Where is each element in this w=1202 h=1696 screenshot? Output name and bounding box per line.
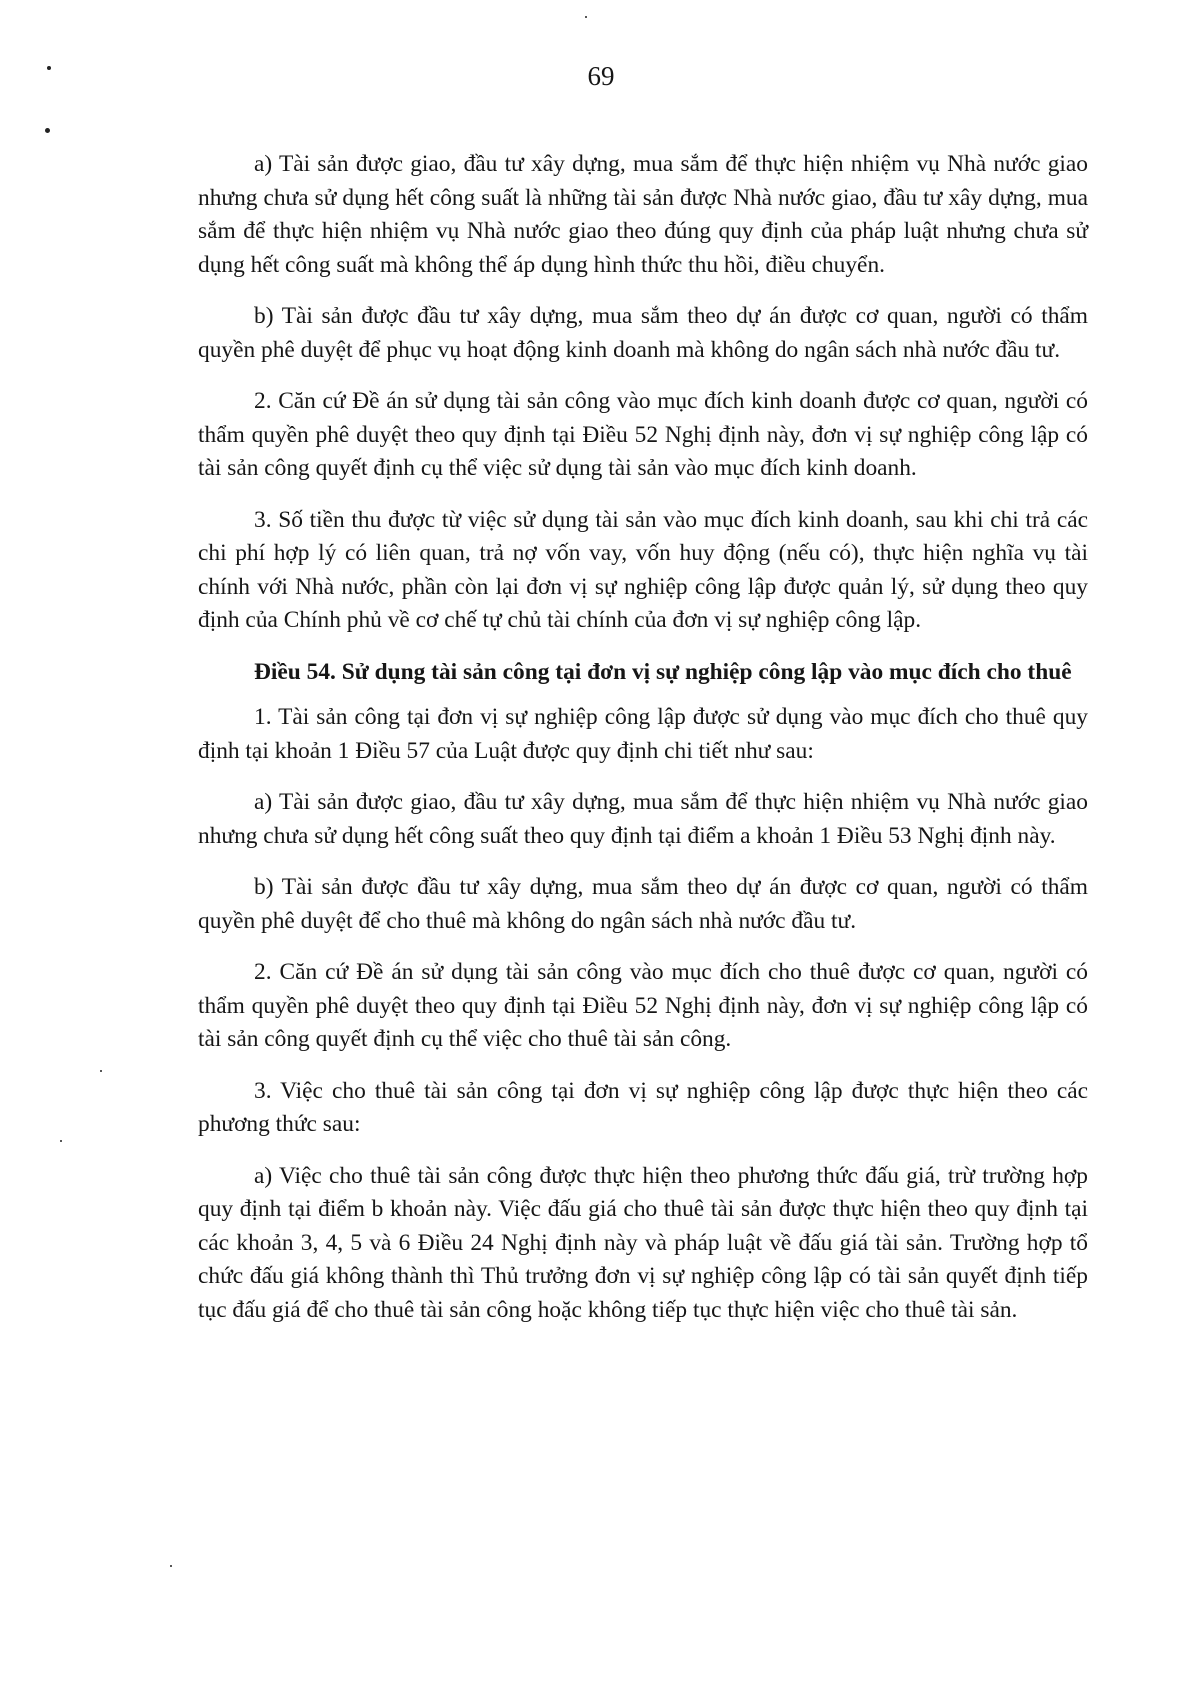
scan-speck [100, 1070, 102, 1072]
paragraph-53-2: 2. Căn cứ Đề án sử dụng tài sản công vào mục đích kinh doanh được cơ quan, người có thẩm quyền phê duyệt theo quy định tại Điều 52 Nghị định này, đơn vị sự nghiệp công lập có tài sản công quyết định cụ thể việc sử dụng tài sản vào mục đích kinh doanh. [198, 388, 1088, 481]
scan-speck [45, 128, 50, 133]
scan-speck [60, 1140, 62, 1142]
article-54-heading: Điều 54. Sử dụng tài sản công tại đơn vị sự nghiệp công lập vào mục đích cho thuê [254, 658, 1072, 685]
paragraph-54-2: 2. Căn cứ Đề án sử dụng tài sản công vào mục đích cho thuê được cơ quan, người có thẩm quyền phê duyệt theo quy định tại Điều 52 Nghị định này, đơn vị sự nghiệp công lập có tài sản công quyết định cụ thể việc cho thuê tài sản công. [198, 959, 1088, 1052]
page-number: 69 [587, 61, 615, 91]
paragraph-54-3a: a) Việc cho thuê tài sản công được thực hiện theo phương thức đấu giá, trừ trường hợp quy định tại điểm b khoản này. Việc đấu giá cho thuê tài sản được thực hiện theo quy định tại các khoản 3, 4, 5 và 6 Điều 24 Nghị định này và pháp luật về đấu giá tài sản. Trường hợp tổ chức đấu giá không thành thì Thủ trưởng đơn vị sự nghiệp công lập có tài sản quyết định tiếp tục đấu giá để cho thuê tài sản công hoặc không tiếp tục thực hiện việc cho thuê tài sản. [198, 1162, 1088, 1323]
paragraph-53-3: 3. Số tiền thu được từ việc sử dụng tài sản vào mục đích kinh doanh, sau khi chi trả các chi phí hợp lý có liên quan, trả nợ vốn vay, vốn huy động (nếu có), thực hiện nghĩa vụ tài chính với Nhà nước, phần còn lại đơn vị sự nghiệp công lập được quản lý, sử dụng theo quy định của Chính phủ về cơ chế tự chủ tài chính của đơn vị sự nghiệp công lập. [198, 506, 1088, 633]
scan-speck [170, 1565, 172, 1567]
scan-speck [585, 16, 587, 18]
paragraph-53-1a: a) Tài sản được giao, đầu tư xây dựng, mua sắm để thực hiện nhiệm vụ Nhà nước giao nhưng chưa sử dụng hết công suất là những tài sản được Nhà nước giao, đầu tư xây dựng, mua sắm để thực hiện nhiệm vụ Nhà nước giao theo đúng quy định của pháp luật nhưng chưa sử dụng hết công suất mà không thể áp dụng hình thức thu hồi, điều chuyển. [198, 151, 1088, 278]
paragraph-54-1: 1. Tài sản công tại đơn vị sự nghiệp công lập được sử dụng vào mục đích cho thuê quy định tại khoản 1 Điều 57 của Luật được quy định chi tiết như sau: [198, 704, 1088, 764]
paragraph-54-3: 3. Việc cho thuê tài sản công tại đơn vị sự nghiệp công lập được thực hiện theo các phương thức sau: [198, 1077, 1088, 1137]
document-body [198, 148, 1088, 1345]
paragraph-53-1b: b) Tài sản được đầu tư xây dựng, mua sắm theo dự án được cơ quan, người có thẩm quyền phê duyệt để phục vụ hoạt động kinh doanh mà không do ngân sách nhà nước đầu tư. [198, 303, 1088, 363]
paragraph-54-1a: a) Tài sản được giao, đầu tư xây dựng, mua sắm để thực hiện nhiệm vụ Nhà nước giao nhưng chưa sử dụng hết công suất theo quy định tại điểm a khoản 1 Điều 53 Nghị định này. [198, 789, 1088, 849]
paragraph-54-1b: b) Tài sản được đầu tư xây dựng, mua sắm theo dự án được cơ quan, người có thẩm quyền phê duyệt để cho thuê mà không do ngân sách nhà nước đầu tư. [198, 874, 1088, 934]
